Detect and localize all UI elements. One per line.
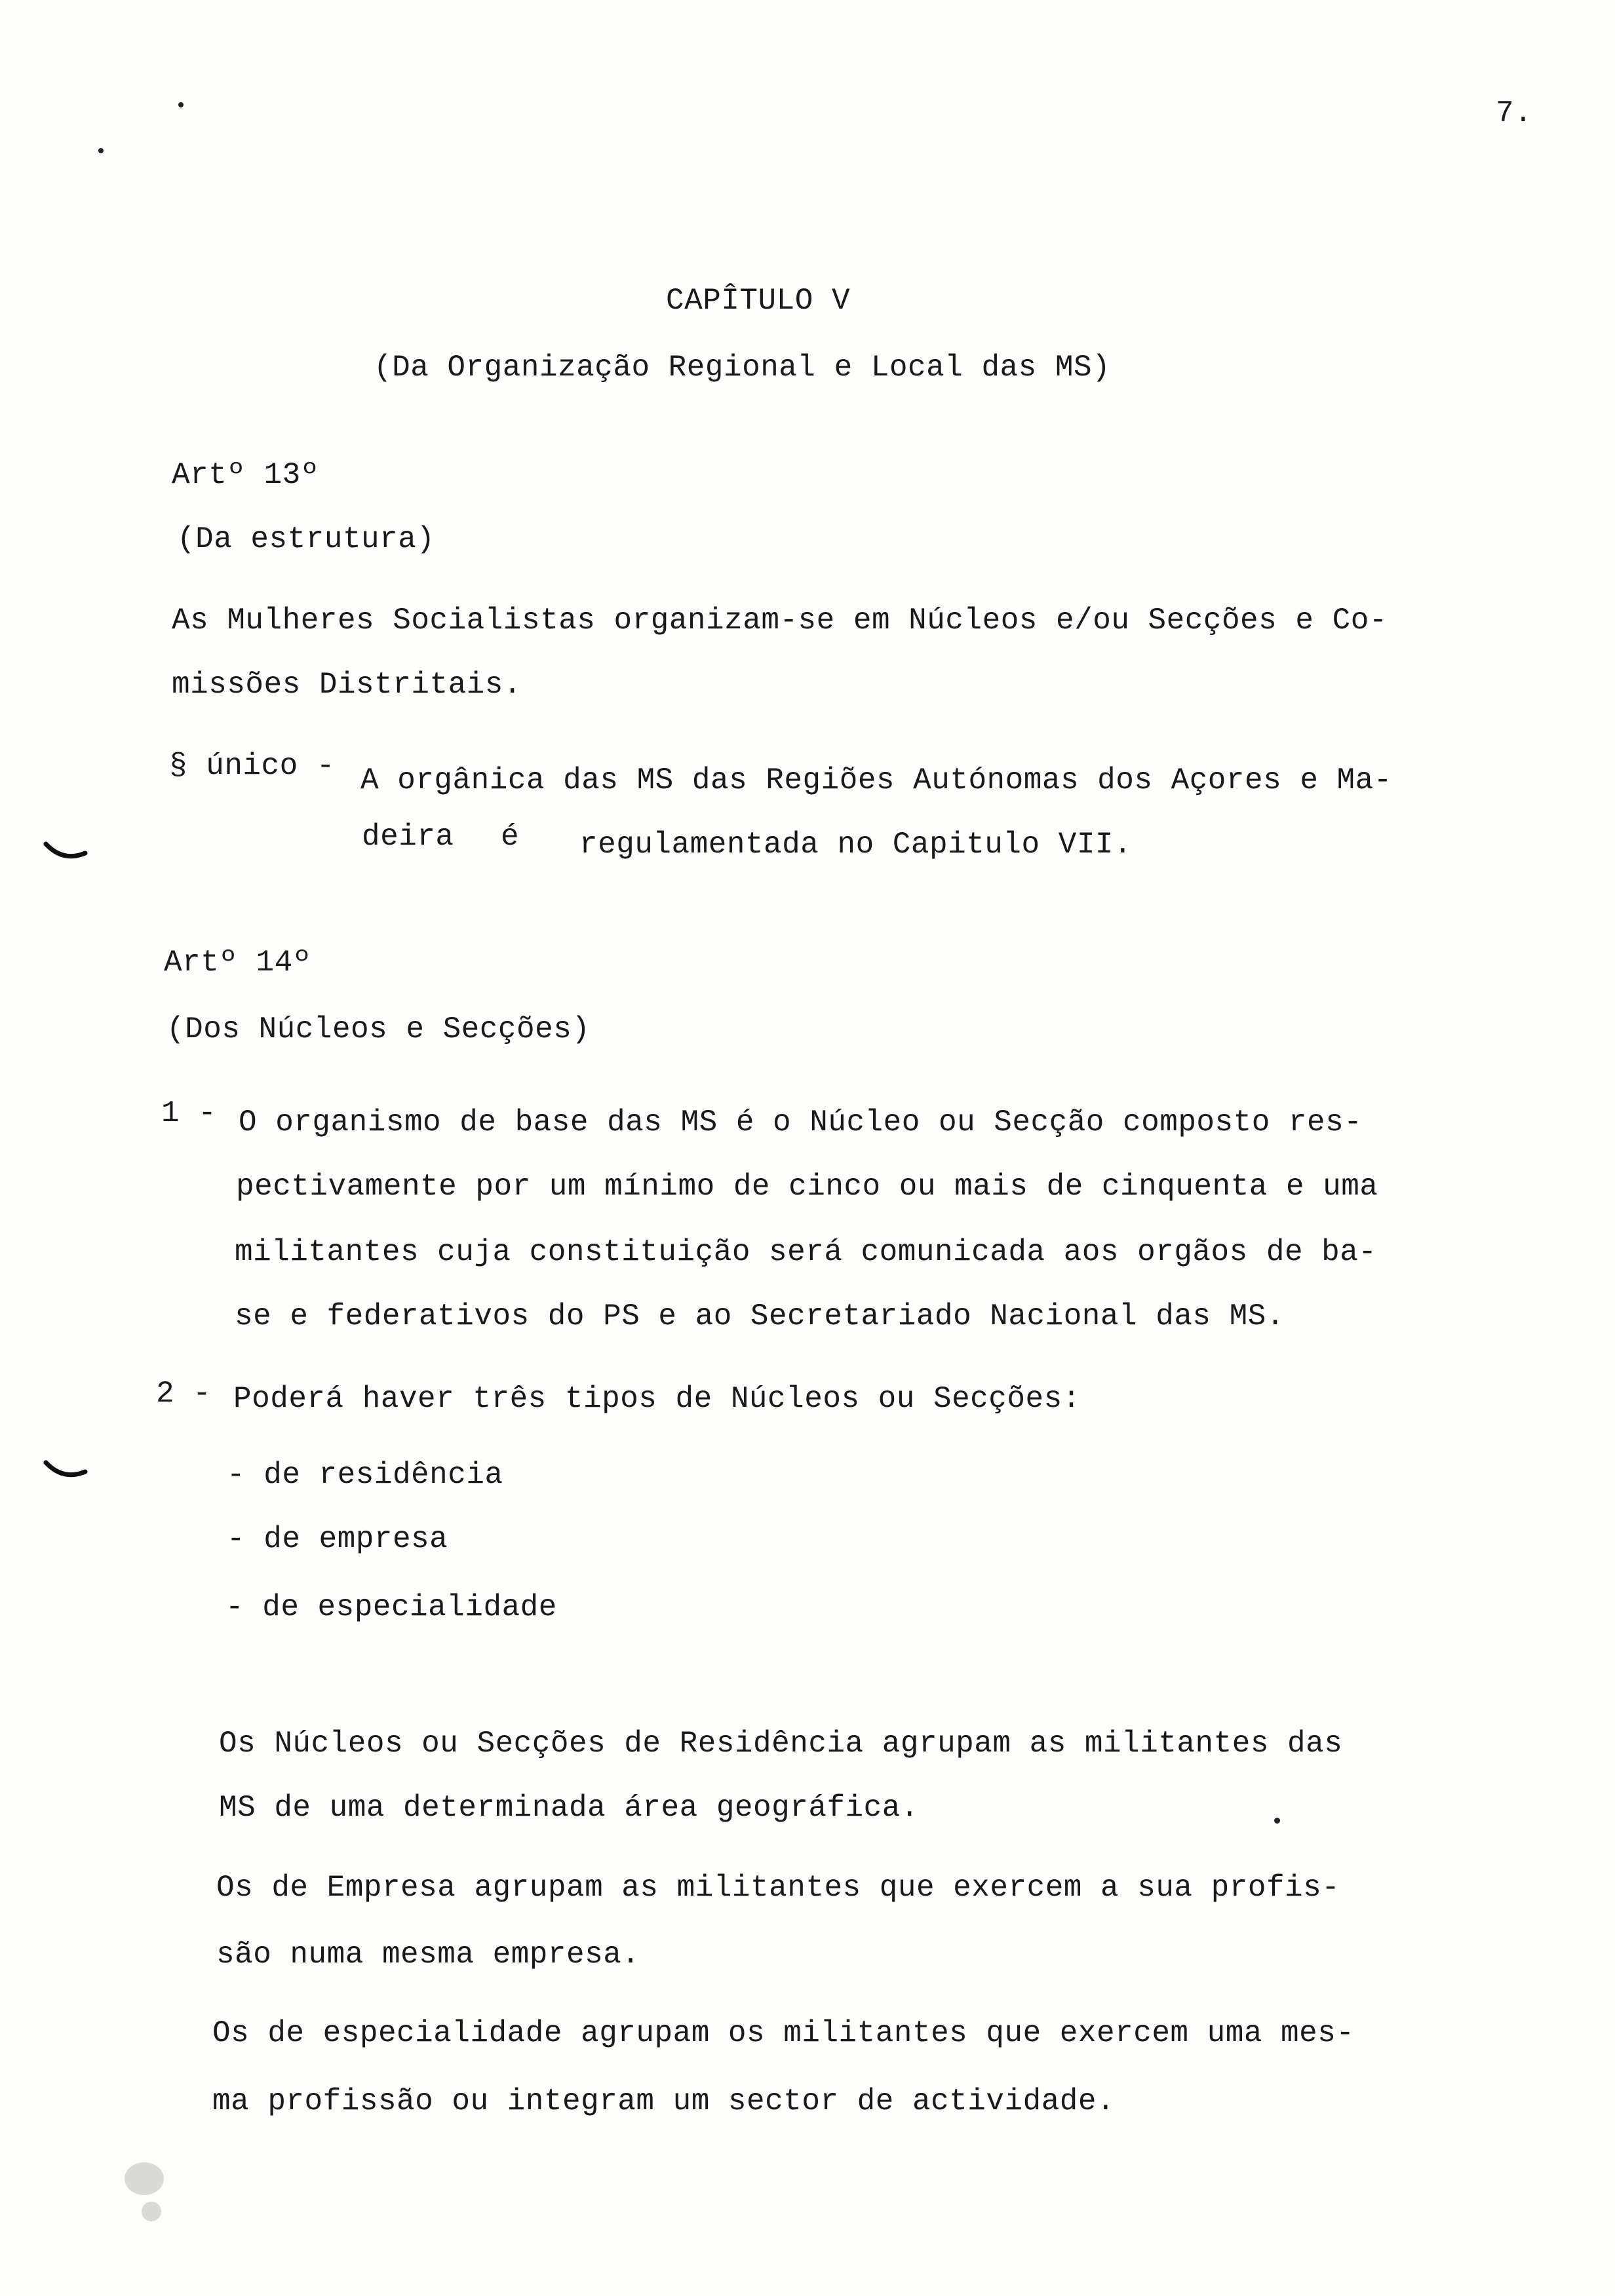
item-1-line: se e federativos do PS e ao Secretariado Nacional das MS. <box>235 1299 1285 1333</box>
punch-mark-icon <box>43 1459 96 1485</box>
unico-text-line: A orgânica das MS das Regiões Autónomas dos Açores e Ma- <box>360 763 1392 797</box>
unico-text-line: é <box>501 820 520 854</box>
empresa-line: são numa mesma empresa. <box>216 1938 640 1972</box>
article-13-paragraph-line: missões Distritais. <box>172 668 522 702</box>
item-1-label: 1 - <box>161 1096 217 1130</box>
item-1-line: pectivamente por um mínimo de cinco ou mais de cinquenta e uma <box>236 1170 1378 1204</box>
especialidade-line: ma profissão ou integram um sector de actividade. <box>212 2084 1116 2118</box>
punch-mark-icon <box>43 840 96 866</box>
item-1-line: O organismo de base das MS é o Núcleo ou Secção composto res- <box>239 1105 1363 1139</box>
article-13-paragraph-line: As Mulheres Socialistas organizam-se em Núcleos e/ou Secções e Co- <box>172 603 1388 638</box>
especialidade-line: Os de especialidade agrupam os militantes que exercem uma mes- <box>212 2016 1355 2050</box>
article-13-subheading: (Da estrutura) <box>177 522 435 556</box>
scan-noise <box>125 2162 164 2195</box>
residencia-line: Os Núcleos ou Secções de Residência agrupam as militantes das <box>219 1727 1343 1761</box>
item-2-text: Poderá haver três tipos de Núcleos ou Secções: <box>233 1382 1081 1416</box>
scan-speck <box>1274 1818 1280 1824</box>
empresa-line: Os de Empresa agrupam as militantes que exercem a sua profis- <box>216 1871 1340 1905</box>
chapter-subtitle: (Da Organização Regional e Local das MS) <box>374 351 1111 385</box>
page-number: 7. <box>1496 96 1533 130</box>
article-14-subheading: (Dos Núcleos e Secções) <box>166 1012 591 1046</box>
residencia-line: MS de uma determinada área geográfica. <box>219 1791 919 1825</box>
scan-speck <box>178 102 184 107</box>
unico-text-line: regulamentada no Capitulo VII. <box>579 828 1133 862</box>
type-list-item: - de empresa <box>227 1522 448 1556</box>
chapter-title: CAPÎTULO V <box>666 284 851 318</box>
scan-noise <box>142 2202 161 2221</box>
unico-text-line: deira <box>362 820 454 854</box>
article-14-heading: Artº 14º <box>164 946 311 980</box>
scan-speck <box>98 148 104 153</box>
type-list-item: - de residência <box>227 1458 503 1492</box>
type-list-item: - de especialidade <box>225 1590 557 1624</box>
unico-label: § único - <box>169 749 335 783</box>
item-1-line: militantes cuja constituição será comunicada aos orgãos de ba- <box>235 1235 1377 1269</box>
item-2-label: 2 - <box>156 1377 212 1411</box>
article-13-heading: Artº 13º <box>172 458 319 492</box>
